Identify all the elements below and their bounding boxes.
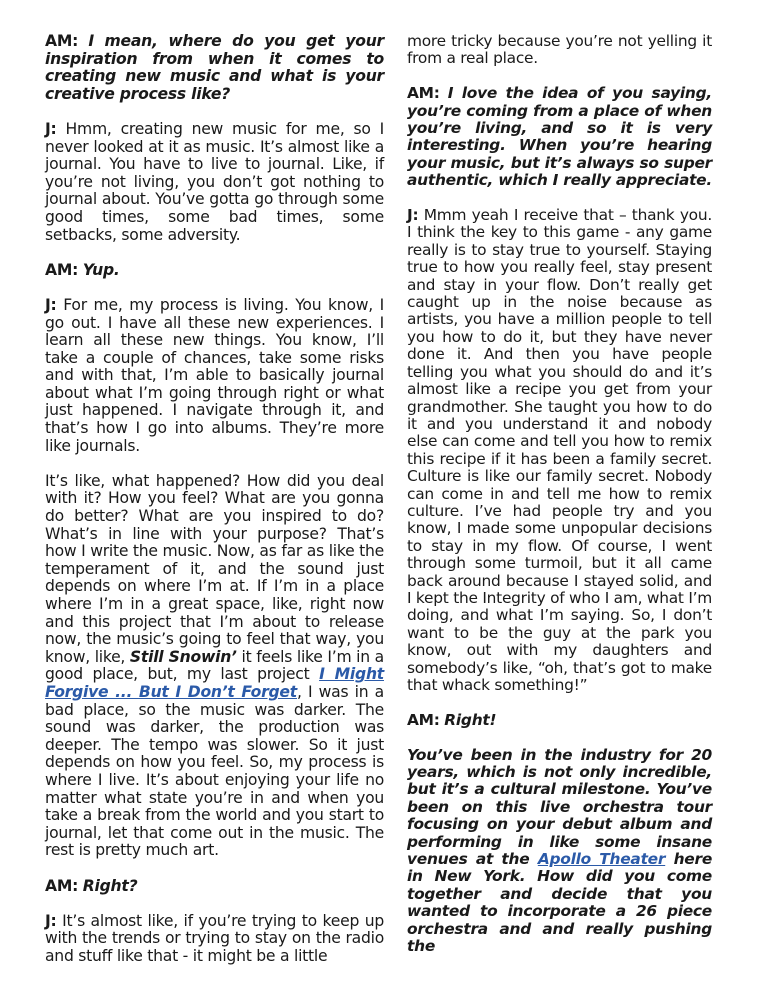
- answer-trends: [45, 913, 384, 966]
- album-link[interactable]: I Might Forgive ... But I Don’t Forget: [45, 665, 384, 701]
- speaker-label: J:: [45, 295, 57, 314]
- answer-process: [45, 297, 384, 455]
- question-authentic: [407, 85, 712, 189]
- answer-text: more tricky because you’re not yelling it from a real place.: [407, 32, 712, 68]
- speaker-label: AM:: [45, 32, 79, 50]
- question-orchestra: [407, 747, 712, 956]
- question-yup: [45, 262, 384, 280]
- question-right: [45, 878, 384, 896]
- right-column: [407, 33, 712, 973]
- speaker-label: AM:: [45, 260, 79, 279]
- answer-what-happened: [45, 473, 384, 860]
- answer-text: It’s like, what happened? How did you deal with it? How you feel? What are you gonna do better? What are you inspired to do? What’s in line with your purpose? That’s how I write the music. Now, as far as like the temperament of it, and the sound just depends on where I’m at. If I’m in a place where I’m in a great space, like, right now and this project that I’m about to release now, the music’s going to feel that way, you know, like,: [45, 471, 384, 666]
- answer-continued: [407, 33, 712, 68]
- answer-text: Mmm yeah I receive that – thank you. I think the key to this game - any game really is to stay true to yourself. Staying true to how you really feel, stay present and stay in your flow. Don’t really get caught up in the noise because as artists, you have a million people to tell you how to do it, but they have never done it. And then you have people telling you what you should do and it’s almost like a recipe you get from your grandmother. She taught you how to do it and you understand it and nobody else can come and tell you how to remix this recipe if it has been a family secret. Culture is like our family secret. Nobody can come in and tell me how to remix culture. I’ve had people try and you know, I made some unpopular decisions to stay in my flow. Of course, I went through some turmoil, but it all came back around because I stayed solid, and I kept the Integrity of who I am, what I’m doing, and what I’m saying. So, I don’t want to be the guy at the park you know, out with my daughters and somebody’s like, “oh, that’s got to make that whack something!”: [407, 206, 712, 694]
- speaker-label: AM:: [407, 84, 440, 103]
- answer-text: , I was in a bad place, so the music was darker. The sound was darker, the production was deeper. The tempo was slower. So it just depends on how you feel. So, my process is where I live. It’s about enjoying your life no matter what state you’re in and when you take a break from the world and you start to journal, let that come out in the music. The rest is pretty much art.: [45, 682, 384, 860]
- answer-stay-true: [407, 207, 712, 694]
- question-text: Yup.: [82, 260, 120, 279]
- question-text: Right?: [82, 876, 138, 895]
- answer-journal: [45, 121, 384, 244]
- question-text: Right!: [444, 710, 497, 729]
- question-text: I love the idea of you saying, you’re coming from a place of when you’re living, and so it is very interesting. When you’re hearing your music, but it’s always so super authentic, which I really appreciate.: [407, 84, 712, 190]
- question-inspiration: [45, 33, 384, 103]
- answer-text: For me, my process is living. You know, I go out. I have all these new experiences. I learn all these new things. You know, I’ll take a couple of chances, take some risks and with that, I’m able to basically journal about what I’m going through right or what just happened. I navigate through it, and that’s how I go into albums. They’re more like journals.: [45, 295, 384, 455]
- speaker-label: J:: [407, 206, 419, 225]
- album-title: Still Snowin’: [129, 647, 237, 666]
- answer-text: it feels like I’m in a good place, but, my last project: [45, 647, 384, 684]
- question-right-exclaim: [407, 712, 712, 729]
- question-text: I mean, where do you get your inspiration from when it comes to creating new music and what is your creative process like?: [45, 32, 384, 103]
- answer-text: It’s almost like, if you’re trying to keep up with the trends or trying to stay on the radio and stuff like that - it might be a little: [45, 911, 384, 965]
- speaker-label: AM:: [45, 876, 79, 895]
- answer-text: Hmm, creating new music for me, so I never looked at it as music. It’s almost like a journal. You have to live to journal. Like, if you’re not living, you don’t got nothing to journal about. You’ve gotta go through some good times, some bad times, some setbacks, some adversity.: [45, 119, 384, 244]
- speaker-label: J:: [45, 911, 57, 930]
- speaker-label: AM:: [407, 710, 440, 729]
- speaker-label: J:: [45, 119, 57, 138]
- left-column: [45, 33, 384, 983]
- venue-link[interactable]: Apollo Theater: [537, 850, 666, 869]
- question-text: here in New York. How did you come together and decide that you wanted to incorporate a 26 piece orchestra and and really pushing the: [407, 850, 713, 956]
- question-text: You’ve been in the industry for 20 years, which is not only incredible, but it’s a cultural milestone. You’ve been on this live orchestra tour focusing on your debut album and performing in like some insane venues at the: [407, 745, 712, 869]
